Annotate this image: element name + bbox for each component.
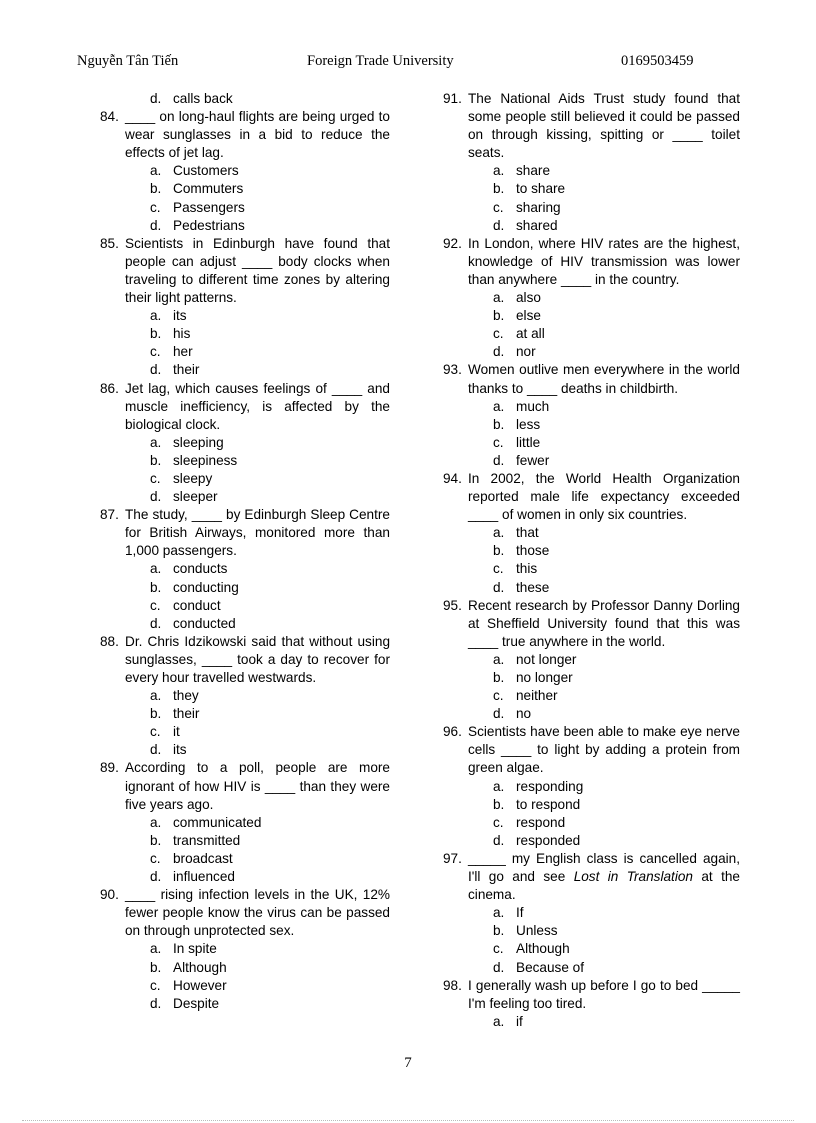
page-header — [0, 53, 816, 73]
question-86 — [100, 380, 390, 507]
option-text: If — [516, 905, 524, 921]
option — [468, 796, 740, 814]
option-text: conduct — [173, 597, 221, 613]
option — [125, 162, 390, 180]
option — [468, 705, 740, 723]
option — [468, 416, 740, 434]
option-letter: c. — [493, 561, 504, 577]
option-letter: b. — [493, 181, 505, 197]
option-letter: a. — [493, 778, 505, 794]
question-92 — [443, 235, 740, 362]
option-letter: a. — [493, 1013, 505, 1029]
option — [468, 542, 740, 560]
option-text: However — [173, 977, 227, 993]
question-stem: Jet lag, which causes feelings of ____ and muscle inefficiency, is affected by the biological clock. — [125, 380, 390, 432]
option — [125, 217, 390, 235]
option-text: communicated — [173, 814, 262, 830]
question-stem: Women outlive men everywhere in the world thanks to ____ deaths in childbirth. — [468, 362, 740, 396]
option-list — [468, 904, 740, 976]
question-91 — [443, 90, 740, 235]
option — [125, 488, 390, 506]
stem-text: _____ my English class is cancelled again, I'll go and see — [468, 850, 740, 885]
option-text: these — [516, 579, 550, 595]
option — [125, 560, 390, 578]
option-text: sleeping — [173, 434, 224, 450]
option — [468, 524, 740, 542]
option-list — [125, 307, 390, 379]
option-letter: a. — [150, 814, 162, 830]
page-bottom-rule — [22, 1120, 794, 1121]
question-number: 90. — [100, 887, 119, 903]
option-text: this — [516, 561, 538, 577]
question-89 — [100, 759, 390, 886]
option-text: Pedestrians — [173, 217, 245, 233]
option-text: to respond — [516, 796, 581, 812]
option-letter: a. — [150, 434, 162, 450]
option-letter: b. — [493, 308, 505, 324]
option-text: sleeper — [173, 489, 218, 505]
option — [125, 615, 390, 633]
option-text: fewer — [516, 452, 550, 468]
option — [125, 741, 390, 759]
option — [125, 868, 390, 886]
option — [468, 904, 740, 922]
option-letter: a. — [150, 308, 162, 324]
option-letter: b. — [150, 181, 162, 197]
option-letter: d. — [150, 91, 162, 106]
option-text: Commuters — [173, 181, 244, 197]
option-text: at all — [516, 326, 545, 342]
option-letter: b. — [150, 832, 162, 848]
option-list — [468, 162, 740, 234]
question-stem: According to a poll, people are more ignorant of how HIV is ____ than they were five years ago. — [125, 760, 390, 812]
option-text: shared — [516, 217, 558, 233]
right-column — [443, 90, 740, 1031]
option-list — [125, 940, 390, 1012]
option-letter: b. — [493, 796, 505, 812]
option-letter: b. — [150, 452, 162, 468]
option-letter: a. — [150, 941, 162, 957]
option-letter: c. — [150, 724, 161, 740]
option-text: conducted — [173, 615, 236, 631]
option-letter: b. — [493, 543, 505, 559]
option-letter: a. — [493, 525, 505, 541]
option-text: nor — [516, 344, 536, 360]
option-text: their — [173, 362, 200, 378]
question-stem: I generally wash up before I go to bed _____ I'm feeling too tired. — [468, 977, 740, 1011]
option-letter: d. — [493, 706, 505, 722]
header-school: Foreign Trade University — [307, 53, 454, 69]
left-column — [100, 90, 390, 1013]
option-list — [468, 778, 740, 850]
option-text: they — [173, 688, 199, 704]
question-stem: The study, ____ by Edinburgh Sleep Centre for British Airways, monitored more than 1,000 passengers. — [125, 507, 390, 559]
option-list — [468, 289, 740, 361]
option-text: its — [173, 742, 187, 758]
option-letter: c. — [150, 850, 161, 866]
option — [468, 162, 740, 180]
option — [125, 850, 390, 868]
option-letter: d. — [150, 995, 162, 1011]
option-text: less — [516, 416, 541, 432]
option-text: respond — [516, 814, 566, 830]
option-text: Because of — [516, 959, 585, 975]
option-text: Although — [516, 941, 570, 957]
option — [125, 940, 390, 958]
option-text: that — [516, 525, 539, 541]
option-text: its — [173, 308, 187, 324]
question-stem: Scientists in Edinburgh have found that people can adjust ____ body clocks when traveling to different time zones by altering their light patterns. — [125, 235, 390, 306]
option-text: influenced — [173, 869, 235, 885]
question-number: 98. — [443, 977, 462, 993]
option-letter: b. — [150, 706, 162, 722]
option-letter: a. — [493, 651, 505, 667]
option-letter: d. — [493, 217, 505, 233]
option-letter: a. — [493, 398, 505, 414]
question-number: 95. — [443, 597, 462, 613]
header-author: Nguyễn Tân Tiến — [77, 53, 179, 69]
option-text: calls back — [173, 91, 233, 106]
option — [468, 343, 740, 361]
option-letter: a. — [150, 163, 162, 179]
option — [125, 361, 390, 379]
question-stem: In London, where HIV rates are the highest, knowledge of HIV transmission was lower than anywhere ____ in the country. — [468, 235, 740, 287]
option-text: broadcast — [173, 850, 233, 866]
option-text: neither — [516, 688, 558, 704]
option-list — [468, 524, 740, 596]
question-stem: Scientists have been able to make eye nerve cells ____ to light by adding a protein from green algae. — [468, 724, 740, 776]
option-text: if — [516, 1013, 523, 1029]
option-letter: d. — [493, 959, 505, 975]
option-list — [125, 434, 390, 506]
option — [125, 687, 390, 705]
option-text: Although — [173, 959, 227, 975]
option-letter: c. — [493, 199, 504, 215]
question-84 — [100, 108, 390, 235]
option — [125, 434, 390, 452]
option — [125, 452, 390, 470]
option-text: responding — [516, 778, 584, 794]
option-letter: a. — [493, 905, 505, 921]
question-number: 92. — [443, 235, 462, 251]
option-letter: c. — [493, 941, 504, 957]
option-text: little — [516, 434, 541, 450]
page-number: 7 — [404, 1055, 412, 1071]
question-stem: ____ on long-haul flights are being urged to wear sunglasses in a bid to reduce the effects of jet lag. — [125, 109, 390, 161]
option-list — [468, 651, 740, 723]
option — [468, 325, 740, 343]
stem-text: at the cinema. — [468, 869, 740, 903]
option-text: Customers — [173, 163, 239, 179]
question-96 — [443, 723, 740, 850]
option — [468, 199, 740, 217]
option — [125, 199, 390, 217]
option — [468, 398, 740, 416]
option-list — [125, 814, 390, 886]
option-text: Unless — [516, 923, 558, 939]
option — [468, 452, 740, 470]
option-list — [468, 1013, 740, 1031]
option-text: In spite — [173, 941, 217, 957]
option — [468, 940, 740, 958]
option-letter: c. — [150, 344, 161, 360]
option — [468, 307, 740, 325]
option-text: no — [516, 706, 532, 722]
question-98 — [443, 977, 740, 1031]
option — [125, 977, 390, 995]
option-text: no longer — [516, 670, 573, 685]
question-number: 84. — [100, 109, 119, 125]
option-letter: b. — [493, 416, 505, 432]
option-text: sleepy — [173, 470, 213, 486]
option-text: her — [173, 344, 193, 360]
option — [468, 687, 740, 705]
question-87 — [100, 506, 390, 633]
question-stem — [468, 850, 740, 904]
option-list — [125, 162, 390, 234]
option-text: also — [516, 290, 541, 306]
option-text: else — [516, 308, 541, 324]
option-text: transmitted — [173, 832, 241, 848]
option-letter: c. — [150, 470, 161, 486]
option-letter: d. — [150, 217, 162, 233]
option-letter: b. — [150, 579, 162, 595]
option-letter: d. — [150, 489, 162, 505]
option-letter: c. — [493, 434, 504, 450]
option-text: it — [173, 724, 180, 740]
option-letter: d. — [150, 742, 162, 758]
option-letter: b. — [150, 959, 162, 975]
question-stem: The National Aids Trust study found that some people still believed it could be passed on through kissing, spitting or ____ toilet seats. — [468, 91, 740, 161]
option-letter: d. — [493, 452, 505, 468]
question-88 — [100, 633, 390, 760]
option — [125, 579, 390, 597]
option-text: share — [516, 163, 551, 179]
question-number: 94. — [443, 470, 462, 486]
option — [125, 995, 390, 1013]
option — [125, 307, 390, 325]
option-text: Despite — [173, 995, 220, 1011]
option-letter: c. — [150, 977, 161, 993]
question-number: 88. — [100, 633, 119, 649]
option-text: sleepiness — [173, 452, 238, 468]
header-phone: 0169503459 — [621, 53, 694, 69]
option — [468, 579, 740, 597]
option — [468, 778, 740, 796]
option-letter: b. — [493, 670, 505, 685]
option-letter: c. — [150, 199, 161, 215]
option-text: much — [516, 398, 550, 414]
option-text: those — [516, 543, 550, 559]
option-list — [125, 560, 390, 632]
option-list — [468, 398, 740, 470]
option — [468, 560, 740, 578]
option — [125, 705, 390, 723]
option — [100, 90, 390, 108]
question-number: 86. — [100, 380, 119, 396]
option-letter: a. — [150, 688, 162, 704]
question-stem: In 2002, the World Health Organization reported male life expectancy exceeded ____ of women in only six countries. — [468, 470, 740, 523]
option-text: responded — [516, 832, 581, 848]
option — [468, 814, 740, 832]
option-text: conducts — [173, 561, 228, 577]
question-95 — [443, 597, 740, 724]
option — [468, 832, 740, 850]
option-text: his — [173, 326, 191, 342]
question-number: 91. — [443, 91, 462, 106]
option — [125, 180, 390, 198]
option — [125, 470, 390, 488]
option — [125, 832, 390, 850]
option — [468, 217, 740, 235]
option — [468, 651, 740, 669]
question-94 — [443, 470, 740, 597]
option-letter: a. — [150, 561, 162, 577]
question-85 — [100, 235, 390, 380]
option — [468, 959, 740, 977]
option-letter: a. — [493, 290, 505, 306]
stem-italic-title: Lost in Translation — [573, 869, 693, 885]
option-list — [125, 687, 390, 759]
option — [125, 325, 390, 343]
option — [125, 343, 390, 361]
question-number: 97. — [443, 850, 462, 866]
option — [468, 1013, 740, 1031]
option — [125, 723, 390, 741]
option-text: not longer — [516, 651, 577, 667]
option-letter: d. — [150, 362, 162, 378]
option-text: to share — [516, 181, 566, 197]
question-number: 89. — [100, 760, 119, 776]
question-stem: Dr. Chris Idzikowski said that without using sunglasses, ____ took a day to recover for every hour travelled westwards. — [125, 633, 390, 685]
option-text: conducting — [173, 579, 239, 595]
question-stem: Recent research by Professor Danny Dorling at Sheffield University found that this was ____ true anywhere in the world. — [468, 597, 740, 649]
question-93 — [443, 361, 740, 470]
question-number: 96. — [443, 724, 462, 740]
question-number: 85. — [100, 235, 119, 251]
option-text: Passengers — [173, 199, 245, 215]
option — [125, 597, 390, 615]
question-number: 87. — [100, 507, 119, 523]
option-letter: d. — [493, 344, 505, 360]
option — [468, 289, 740, 307]
option — [468, 434, 740, 452]
option — [468, 669, 740, 687]
option-text: their — [173, 706, 200, 722]
option-letter: a. — [493, 163, 505, 179]
option-letter: c. — [493, 814, 504, 830]
option-letter: c. — [493, 688, 504, 704]
option — [468, 180, 740, 198]
option-letter: d. — [150, 869, 162, 885]
option — [468, 922, 740, 940]
option-letter: d. — [493, 832, 505, 848]
question-number: 93. — [443, 362, 462, 378]
question-stem: ____ rising infection levels in the UK, 12% fewer people know the virus can be passed on through unprotected sex. — [125, 887, 390, 939]
option-letter: d. — [493, 579, 505, 595]
option — [125, 959, 390, 977]
option-letter: c. — [150, 597, 161, 613]
continued-options — [100, 90, 390, 108]
option-letter: b. — [150, 326, 162, 342]
option-letter: d. — [150, 615, 162, 631]
question-90 — [100, 886, 390, 1013]
question-97 — [443, 850, 740, 977]
option-letter: c. — [493, 326, 504, 342]
option — [125, 814, 390, 832]
option-letter: b. — [493, 923, 505, 939]
option-text: sharing — [516, 199, 561, 215]
